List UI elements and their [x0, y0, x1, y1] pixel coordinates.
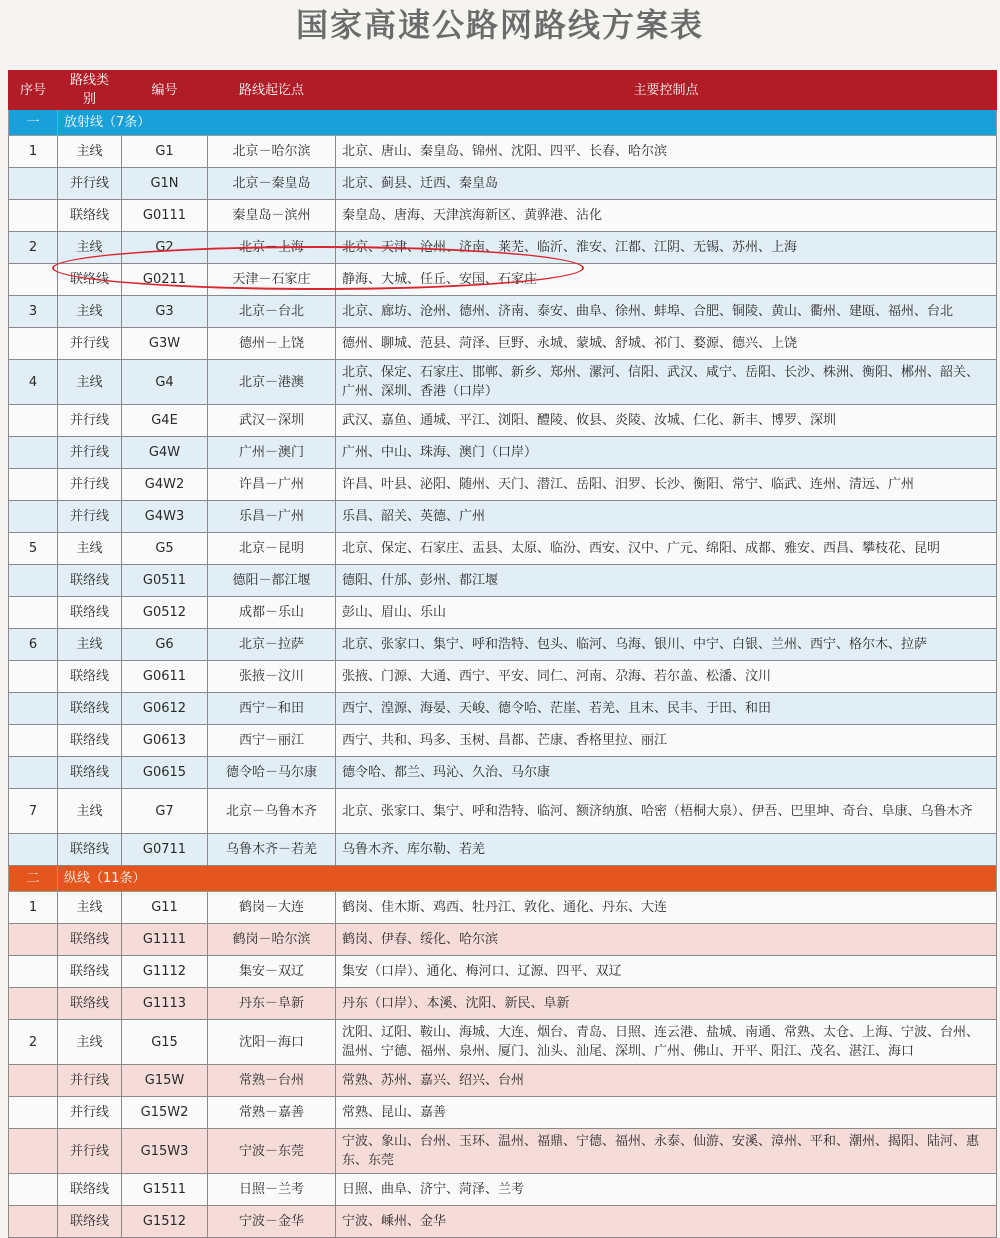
- control-points: 北京、廊坊、沧州、德州、济南、泰安、曲阜、徐州、蚌埠、合肥、铜陵、黄山、衢州、建瓯、福州、台北: [336, 296, 997, 328]
- row-number: 2: [9, 1020, 58, 1065]
- row-number: 6: [9, 629, 58, 661]
- route-code: G0612: [122, 693, 208, 725]
- header-points: 主要控制点: [336, 71, 997, 110]
- route-type: 联络线: [58, 988, 122, 1020]
- row-number: [9, 1129, 58, 1174]
- table-header-row: [9, 71, 997, 110]
- route-code: G4E: [122, 405, 208, 437]
- table-row: [9, 661, 997, 693]
- row-number: 1: [9, 892, 58, 924]
- route-type: 联络线: [58, 956, 122, 988]
- route-endpoints: 德阳－都江堰: [208, 565, 336, 597]
- table-row: [9, 988, 997, 1020]
- route-type: 主线: [58, 232, 122, 264]
- table-row: [9, 834, 997, 866]
- table-row: [9, 437, 997, 469]
- route-type: 联络线: [58, 264, 122, 296]
- route-table: [8, 70, 997, 1238]
- route-endpoints: 乌鲁木齐－若羌: [208, 834, 336, 866]
- route-code: G15W: [122, 1065, 208, 1097]
- route-code: G0611: [122, 661, 208, 693]
- route-endpoints: 鹤岗－哈尔滨: [208, 924, 336, 956]
- row-number: [9, 328, 58, 360]
- route-code: G1111: [122, 924, 208, 956]
- route-type: 联络线: [58, 725, 122, 757]
- table-row: [9, 1129, 997, 1174]
- control-points: 常熟、昆山、嘉善: [336, 1097, 997, 1129]
- route-code: G1511: [122, 1174, 208, 1206]
- section-label: 放射线（7条）: [58, 110, 997, 136]
- route-code: G15W3: [122, 1129, 208, 1174]
- control-points: 乐昌、韶关、英德、广州: [336, 501, 997, 533]
- route-endpoints: 成都－乐山: [208, 597, 336, 629]
- route-type: 并行线: [58, 469, 122, 501]
- row-number: [9, 501, 58, 533]
- control-points: 北京、蓟县、迁西、秦皇岛: [336, 168, 997, 200]
- route-endpoints: 武汉－深圳: [208, 405, 336, 437]
- table-row: [9, 232, 997, 264]
- row-number: [9, 1206, 58, 1238]
- table-row: [9, 956, 997, 988]
- control-points: 乌鲁木齐、库尔勒、若羌: [336, 834, 997, 866]
- table-row: [9, 725, 997, 757]
- table-row: [9, 264, 997, 296]
- route-type: 联络线: [58, 834, 122, 866]
- row-number: [9, 956, 58, 988]
- route-code: G1: [122, 136, 208, 168]
- route-endpoints: 集安－双辽: [208, 956, 336, 988]
- section-label: 纵线（11条）: [58, 866, 997, 892]
- route-code: G0211: [122, 264, 208, 296]
- control-points: 秦皇岛、唐海、天津滨海新区、黄骅港、沾化: [336, 200, 997, 232]
- route-endpoints: 北京－台北: [208, 296, 336, 328]
- section-row: [9, 866, 997, 892]
- route-code: G6: [122, 629, 208, 661]
- table-row: [9, 1097, 997, 1129]
- route-code: G4W2: [122, 469, 208, 501]
- route-code: G0711: [122, 834, 208, 866]
- control-points: 武汉、嘉鱼、通城、平江、浏阳、醴陵、攸县、炎陵、汝城、仁化、新丰、博罗、深圳: [336, 405, 997, 437]
- route-endpoints: 鹤岗－大连: [208, 892, 336, 924]
- route-type: 并行线: [58, 168, 122, 200]
- row-number: [9, 469, 58, 501]
- row-number: [9, 264, 58, 296]
- route-code: G0111: [122, 200, 208, 232]
- route-type: 联络线: [58, 200, 122, 232]
- control-points: 北京、唐山、秦皇岛、锦州、沈阳、四平、长春、哈尔滨: [336, 136, 997, 168]
- route-endpoints: 宁波－东莞: [208, 1129, 336, 1174]
- route-code: G3: [122, 296, 208, 328]
- route-type: 联络线: [58, 693, 122, 725]
- route-endpoints: 德令哈－马尔康: [208, 757, 336, 789]
- route-endpoints: 北京－昆明: [208, 533, 336, 565]
- route-endpoints: 北京－乌鲁木齐: [208, 789, 336, 834]
- route-type: 主线: [58, 892, 122, 924]
- route-code: G0613: [122, 725, 208, 757]
- route-code: G1N: [122, 168, 208, 200]
- control-points: 常熟、苏州、嘉兴、绍兴、台州: [336, 1065, 997, 1097]
- control-points: 鹤岗、伊春、绥化、哈尔滨: [336, 924, 997, 956]
- section-number: 二: [9, 866, 58, 892]
- route-type: 并行线: [58, 405, 122, 437]
- route-code: G0511: [122, 565, 208, 597]
- row-number: 7: [9, 789, 58, 834]
- route-type: 主线: [58, 533, 122, 565]
- route-code: G5: [122, 533, 208, 565]
- row-number: [9, 757, 58, 789]
- control-points: 鹤岗、佳木斯、鸡西、牡丹江、敦化、通化、丹东、大连: [336, 892, 997, 924]
- row-number: [9, 1174, 58, 1206]
- table-row: [9, 789, 997, 834]
- route-type: 并行线: [58, 1097, 122, 1129]
- control-points: 广州、中山、珠海、澳门（口岸）: [336, 437, 997, 469]
- header-type: 路线类别: [58, 71, 122, 110]
- control-points: 德阳、什邡、彭州、都江堰: [336, 565, 997, 597]
- route-endpoints: 丹东－阜新: [208, 988, 336, 1020]
- route-endpoints: 乐昌－广州: [208, 501, 336, 533]
- control-points: 日照、曲阜、济宁、菏泽、兰考: [336, 1174, 997, 1206]
- table-row: [9, 296, 997, 328]
- table-row: [9, 1174, 997, 1206]
- control-points: 西宁、共和、玛多、玉树、昌都、芒康、香格里拉、丽江: [336, 725, 997, 757]
- row-number: 1: [9, 136, 58, 168]
- route-endpoints: 广州－澳门: [208, 437, 336, 469]
- route-endpoints: 常熟－嘉善: [208, 1097, 336, 1129]
- control-points: 北京、保定、石家庄、盂县、太原、临汾、西安、汉中、广元、绵阳、成都、雅安、西昌、攀枝花、昆明: [336, 533, 997, 565]
- control-points: 北京、张家口、集宁、呼和浩特、临河、额济纳旗、哈密（梧桐大泉）、伊吾、巴里坤、奇台、阜康、乌鲁木齐: [336, 789, 997, 834]
- route-endpoints: 宁波－金华: [208, 1206, 336, 1238]
- route-type: 主线: [58, 360, 122, 405]
- row-number: [9, 405, 58, 437]
- route-type: 联络线: [58, 1174, 122, 1206]
- control-points: 张掖、门源、大通、西宁、平安、同仁、河南、尕海、若尔盖、松潘、汶川: [336, 661, 997, 693]
- route-endpoints: 常熟－台州: [208, 1065, 336, 1097]
- route-endpoints: 天津－石家庄: [208, 264, 336, 296]
- route-type: 主线: [58, 789, 122, 834]
- table-row: [9, 328, 997, 360]
- control-points: 沈阳、辽阳、鞍山、海城、大连、烟台、青岛、日照、连云港、盐城、南通、常熟、太仓、上海、宁波、台州、温州、宁德、福州、泉州、厦门、汕头、汕尾、深圳、广州、佛山、开平、阳江、茂名、湛江、海口: [336, 1020, 997, 1065]
- table-row: [9, 533, 997, 565]
- table-row: [9, 405, 997, 437]
- table-row: [9, 1065, 997, 1097]
- table-row: [9, 693, 997, 725]
- table-row: [9, 501, 997, 533]
- route-endpoints: 北京－上海: [208, 232, 336, 264]
- route-code: G15W2: [122, 1097, 208, 1129]
- table-row: [9, 360, 997, 405]
- route-code: G0512: [122, 597, 208, 629]
- table-row: [9, 629, 997, 661]
- route-type: 并行线: [58, 328, 122, 360]
- control-points: 北京、张家口、集宁、呼和浩特、包头、临河、乌海、银川、中宁、白银、兰州、西宁、格尔木、拉萨: [336, 629, 997, 661]
- route-endpoints: 张掖－汶川: [208, 661, 336, 693]
- control-points: 静海、大城、任丘、安国、石家庄: [336, 264, 997, 296]
- route-endpoints: 西宁－丽江: [208, 725, 336, 757]
- table-row: [9, 565, 997, 597]
- row-number: 5: [9, 533, 58, 565]
- route-code: G1512: [122, 1206, 208, 1238]
- route-type: 联络线: [58, 924, 122, 956]
- route-endpoints: 北京－秦皇岛: [208, 168, 336, 200]
- route-code: G4: [122, 360, 208, 405]
- route-code: G15: [122, 1020, 208, 1065]
- row-number: [9, 1097, 58, 1129]
- control-points: 北京、天津、沧州、济南、莱芜、临沂、淮安、江都、江阴、无锡、苏州、上海: [336, 232, 997, 264]
- route-type: 联络线: [58, 1206, 122, 1238]
- control-points: 丹东（口岸）、本溪、沈阳、新民、阜新: [336, 988, 997, 1020]
- control-points: 宁波、象山、台州、玉环、温州、福鼎、宁德、福州、永泰、仙游、安溪、漳州、平和、潮州、揭阳、陆河、惠东、东莞: [336, 1129, 997, 1174]
- row-number: [9, 200, 58, 232]
- route-endpoints: 秦皇岛－滨州: [208, 200, 336, 232]
- route-code: G1112: [122, 956, 208, 988]
- control-points: 宁波、嵊州、金华: [336, 1206, 997, 1238]
- row-number: [9, 693, 58, 725]
- control-points: 德令哈、都兰、玛沁、久治、马尔康: [336, 757, 997, 789]
- route-endpoints: 北京－哈尔滨: [208, 136, 336, 168]
- row-number: [9, 1065, 58, 1097]
- section-number: 一: [9, 110, 58, 136]
- control-points: 德州、聊城、范县、菏泽、巨野、永城、蒙城、舒城、祁门、婺源、德兴、上饶: [336, 328, 997, 360]
- control-points: 北京、保定、石家庄、邯郸、新乡、郑州、漯河、信阳、武汉、咸宁、岳阳、长沙、株洲、衡阳、郴州、韶关、广州、深圳、香港（口岸）: [336, 360, 997, 405]
- row-number: [9, 437, 58, 469]
- table-row: [9, 168, 997, 200]
- route-code: G0615: [122, 757, 208, 789]
- control-points: 西宁、湟源、海晏、天峻、德令哈、茫崖、若羌、且末、民丰、于田、和田: [336, 693, 997, 725]
- row-number: [9, 597, 58, 629]
- route-endpoints: 沈阳－海口: [208, 1020, 336, 1065]
- route-code: G7: [122, 789, 208, 834]
- route-type: 联络线: [58, 661, 122, 693]
- route-code: G2: [122, 232, 208, 264]
- route-endpoints: 北京－拉萨: [208, 629, 336, 661]
- route-code: G1113: [122, 988, 208, 1020]
- control-points: 许昌、叶县、泌阳、随州、天门、潜江、岳阳、汨罗、长沙、衡阳、常宁、临武、连州、清远、广州: [336, 469, 997, 501]
- table-row: [9, 136, 997, 168]
- row-number: [9, 725, 58, 757]
- route-type: 并行线: [58, 501, 122, 533]
- table-row: [9, 200, 997, 232]
- row-number: [9, 168, 58, 200]
- table-row: [9, 757, 997, 789]
- row-number: 3: [9, 296, 58, 328]
- row-number: [9, 988, 58, 1020]
- section-row: [9, 110, 997, 136]
- table-row: [9, 892, 997, 924]
- route-endpoints: 北京－港澳: [208, 360, 336, 405]
- header-no: 序号: [9, 71, 58, 110]
- header-route: 路线起讫点: [208, 71, 336, 110]
- control-points: 彭山、眉山、乐山: [336, 597, 997, 629]
- route-type: 主线: [58, 629, 122, 661]
- table-row: [9, 1206, 997, 1238]
- route-type: 主线: [58, 296, 122, 328]
- route-endpoints: 德州－上饶: [208, 328, 336, 360]
- route-code: G3W: [122, 328, 208, 360]
- route-type: 联络线: [58, 597, 122, 629]
- route-endpoints: 西宁－和田: [208, 693, 336, 725]
- table-row: [9, 469, 997, 501]
- row-number: 4: [9, 360, 58, 405]
- route-code: G11: [122, 892, 208, 924]
- route-endpoints: 日照－兰考: [208, 1174, 336, 1206]
- row-number: [9, 924, 58, 956]
- row-number: [9, 834, 58, 866]
- table-row: [9, 1020, 997, 1065]
- route-type: 并行线: [58, 1129, 122, 1174]
- header-code: 编号: [122, 71, 208, 110]
- table-row: [9, 597, 997, 629]
- table-row: [9, 924, 997, 956]
- route-type: 主线: [58, 1020, 122, 1065]
- route-type: 联络线: [58, 757, 122, 789]
- document-title: 国家高速公路网路线方案表: [295, 6, 704, 44]
- control-points: 集安（口岸）、通化、梅河口、辽源、四平、双辽: [336, 956, 997, 988]
- route-type: 主线: [58, 136, 122, 168]
- row-number: [9, 565, 58, 597]
- route-type: 并行线: [58, 437, 122, 469]
- route-code: G4W: [122, 437, 208, 469]
- route-endpoints: 许昌－广州: [208, 469, 336, 501]
- route-code: G4W3: [122, 501, 208, 533]
- route-type: 并行线: [58, 1065, 122, 1097]
- row-number: 2: [9, 232, 58, 264]
- table-body: [9, 110, 997, 1238]
- row-number: [9, 661, 58, 693]
- route-type: 联络线: [58, 565, 122, 597]
